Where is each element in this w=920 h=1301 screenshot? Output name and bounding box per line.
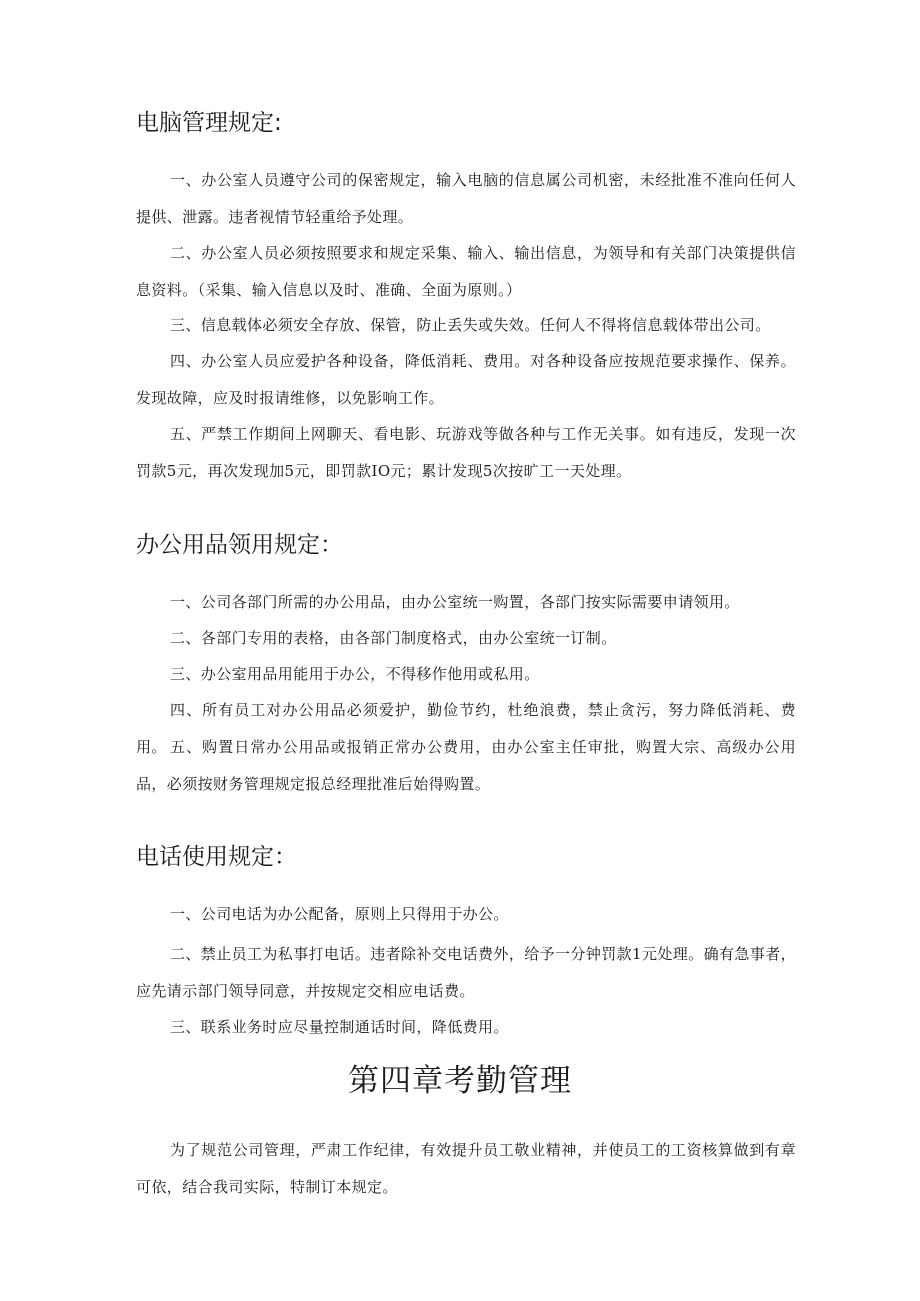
supplies-rule-5: 五、购置日常办公用品或报销正常办公费用，由办公室主任审批，购置大宗、高级办公用品，必须按财务管理规定报总经理批准后始得购置。 [136,738,796,793]
computer-rule-2: 二、办公室人员必须按照要求和规定采集、输入、输出信息，为领导和有关部门决策提供信息资料。（采集、输入信息以及时、准确、全面为原则。） [136,244,796,299]
computer-rule-5: 五、严禁工作期间上网聊天、看电影、玩游戏等做各种与工作无关事。如有违反，发现一次罚款5元，再次发现加5元，即罚款IO元；累计发现5次按旷工一天处理。 [136,425,796,480]
supplies-rule-3: 三、办公室用品用能用于办公，不得移作他用或私用。 [170,665,540,683]
computer-rule-4: 四、办公室人员应爱护各种设备，降低消耗、费用。对各种设备应按规范要求操作、保养。发现故障，应及时报请维修，以免影响工作。 [136,352,796,407]
phone-rule-3: 三、联系业务时应尽量控制通话时间，降低费用。 [170,1018,509,1036]
section-heading-computer: 电脑管理规定: [136,110,282,136]
supplies-rule-4: 四、所有员工对办公用品必须爱护，勤俭节约，杜绝浪费，禁止贪污，努力降低消耗、费用。 [136,701,796,756]
supplies-rule-1: 一、公司各部门所需的办公用品，由办公室统一购置，各部门按实际需要申请领用。 [170,593,740,611]
chapter-intro: 为了规范公司管理，严肃工作纪律，有效提升员工敬业精神，并使员工的工资核算做到有章可依，结合我司实际，特制订本规定。 [136,1141,796,1196]
phone-rule-2: 二、禁止员工为私事打电话。违者除补交电话费外，给予一分钟罚款1元处理。确有急事者，应先请示部门领导同意，并按规定交相应电话费。 [136,945,796,1000]
computer-rule-1: 一、办公室人员遵守公司的保密规定，输入电脑的信息属公司机密，未经批准不准向任何人提供、泄露。违者视情节轻重给予处理。 [136,171,796,226]
computer-rule-3: 三、信息载体必须安全存放、保管，防止丢失或失效。任何人不得将信息载体带出公司。 [170,316,771,334]
phone-rule-1: 一、公司电话为办公配备，原则上只得用于办公。 [170,905,509,923]
supplies-rule-2: 二、各部门专用的表格，由各部门制度格式，由办公室统一订制。 [170,629,617,647]
chapter-title: 第四章考勤管理 [348,1063,572,1099]
section-heading-phone: 电话使用规定： [136,844,297,870]
section-heading-office-supplies: 办公用品领用规定： [136,532,343,558]
